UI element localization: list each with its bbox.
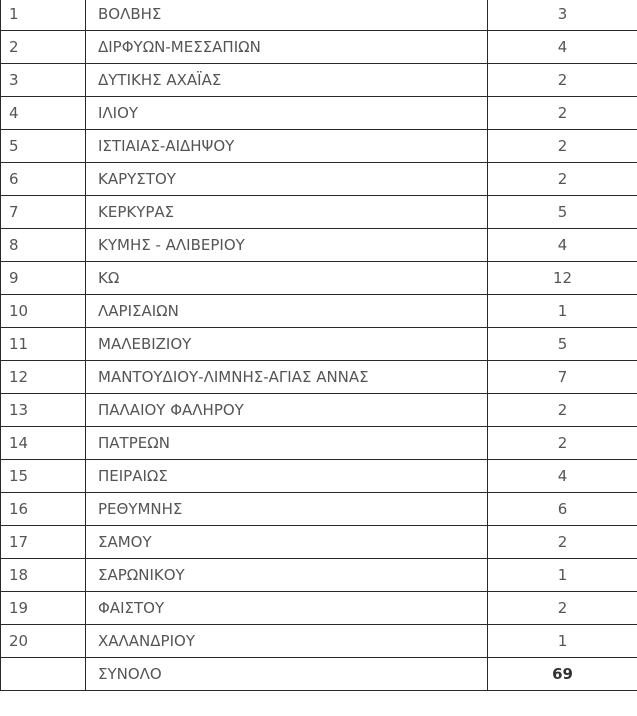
row-name: ΔΙΡΦΥΩΝ-ΜΕΣΣΑΠΙΩΝ: [86, 31, 488, 64]
row-count: 1: [488, 295, 637, 328]
table-row: [1, 31, 637, 64]
row-number: 6: [1, 163, 86, 196]
row-name: ΦΑΙΣΤΟΥ: [86, 592, 488, 625]
table-row: [1, 460, 637, 493]
row-name: ΚΩ: [86, 262, 488, 295]
table-row: [1, 394, 637, 427]
row-count: 2: [488, 427, 637, 460]
bottom-crop-edge: [0, 705, 637, 716]
row-name: ΡΕΘΥΜΝΗΣ: [86, 493, 488, 526]
row-count: 1: [488, 559, 637, 592]
row-number: 15: [1, 460, 86, 493]
row-number: 13: [1, 394, 86, 427]
table-row: [1, 97, 637, 130]
table-row: [1, 130, 637, 163]
row-number: 19: [1, 592, 86, 625]
row-name: ΠΑΛΑΙΟΥ ΦΑΛΗΡΟΥ: [86, 394, 488, 427]
table-row: [1, 196, 637, 229]
row-count: 5: [488, 328, 637, 361]
row-number: 11: [1, 328, 86, 361]
row-number: 1: [1, 0, 86, 31]
row-number: 7: [1, 196, 86, 229]
table-row: [1, 295, 637, 328]
row-number: 9: [1, 262, 86, 295]
table-row: [1, 229, 637, 262]
total-number: [1, 658, 86, 691]
table-row: [1, 163, 637, 196]
table-row: [1, 328, 637, 361]
row-name: ΠΕΙΡΑΙΩΣ: [86, 460, 488, 493]
row-count: 3: [488, 0, 637, 31]
row-count: 2: [488, 526, 637, 559]
row-count: 2: [488, 64, 637, 97]
table-row: [1, 559, 637, 592]
row-number: 20: [1, 625, 86, 658]
row-name: ΚΥΜΗΣ - ΑΛΙΒΕΡΙΟΥ: [86, 229, 488, 262]
table-row: [1, 526, 637, 559]
table-row: [1, 0, 637, 31]
row-count: 6: [488, 493, 637, 526]
row-number: 4: [1, 97, 86, 130]
row-name: ΚΑΡΥΣΤΟΥ: [86, 163, 488, 196]
row-name: ΠΑΤΡΕΩΝ: [86, 427, 488, 460]
row-count: 5: [488, 196, 637, 229]
row-count: 2: [488, 163, 637, 196]
table-row: [1, 64, 637, 97]
row-name: ΣΑΡΩΝΙΚΟΥ: [86, 559, 488, 592]
row-number: 3: [1, 64, 86, 97]
row-name: ΜΑΝΤΟΥΔΙΟΥ-ΛΙΜΝΗΣ-ΑΓΙΑΣ ΑΝΝΑΣ: [86, 361, 488, 394]
row-count: 7: [488, 361, 637, 394]
table-row: [1, 361, 637, 394]
row-name: ΙΣΤΙΑΙΑΣ-ΑΙΔΗΨΟΥ: [86, 130, 488, 163]
row-number: 16: [1, 493, 86, 526]
row-name: ΧΑΛΑΝΔΡΙΟΥ: [86, 625, 488, 658]
row-number: 8: [1, 229, 86, 262]
row-count: 2: [488, 592, 637, 625]
row-number: 10: [1, 295, 86, 328]
row-count: 2: [488, 130, 637, 163]
row-number: 17: [1, 526, 86, 559]
table-row: [1, 427, 637, 460]
row-name: ΒΟΛΒΗΣ: [86, 0, 488, 31]
row-name: ΛΑΡΙΣΑΙΩΝ: [86, 295, 488, 328]
row-number: 12: [1, 361, 86, 394]
table-row: [1, 625, 637, 658]
table-row: [1, 592, 637, 625]
row-count: 2: [488, 97, 637, 130]
table-row: [1, 262, 637, 295]
row-count: 1: [488, 625, 637, 658]
row-name: ΣΑΜΟΥ: [86, 526, 488, 559]
row-number: 14: [1, 427, 86, 460]
row-name: ΚΕΡΚΥΡΑΣ: [86, 196, 488, 229]
total-label: ΣΥΝΟΛΟ: [86, 658, 488, 691]
row-name: ΙΛΙΟΥ: [86, 97, 488, 130]
row-number: 2: [1, 31, 86, 64]
total-row: [1, 658, 637, 691]
row-number: 5: [1, 130, 86, 163]
row-name: ΜΑΛΕΒΙΖΙΟΥ: [86, 328, 488, 361]
row-count: 4: [488, 31, 637, 64]
row-count: 4: [488, 460, 637, 493]
table-row: [1, 493, 637, 526]
row-count: 4: [488, 229, 637, 262]
total-count: 69: [488, 658, 637, 691]
row-number: 18: [1, 559, 86, 592]
row-name: ΔΥΤΙΚΗΣ ΑΧΑΪΑΣ: [86, 64, 488, 97]
row-count: 12: [488, 262, 637, 295]
row-count: 2: [488, 394, 637, 427]
